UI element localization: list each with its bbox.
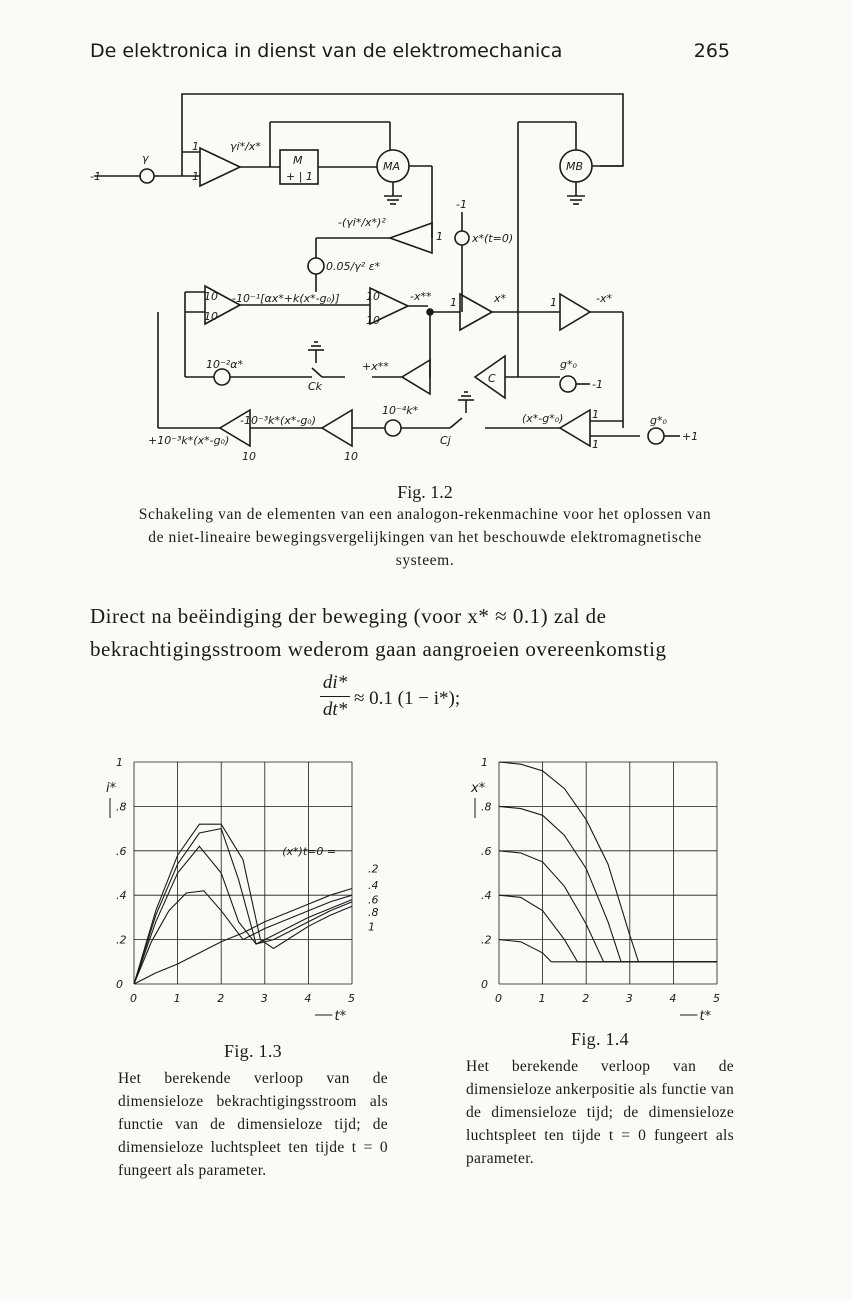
label-gain-10e: 10 xyxy=(242,450,256,463)
body-paragraph: Direct na beëindiging der beweging (voor x* ≈ 0.1) zal de bekrachtigingsstroom wederom gaan aangroeien overeenkomstig xyxy=(90,604,667,661)
series-label: .2 xyxy=(368,862,379,876)
y-axis-label: i* xyxy=(106,781,117,796)
label-gain-1e: 1 xyxy=(550,296,557,309)
label-plus-one: +1 xyxy=(682,430,699,443)
label-neg-gamma-i-sq: -(γi*/x*)² xyxy=(338,216,386,229)
y-tick-label: 0 xyxy=(481,978,488,991)
label-k-term-a: +10⁻³k*(x*-g₀) xyxy=(148,434,230,447)
label-servo-ma: MA xyxy=(383,160,401,173)
label-switch-ck: Ck xyxy=(308,380,323,393)
analog-computer-circuit-diagram xyxy=(90,88,770,478)
figure-label: Fig. 1.2 xyxy=(397,482,453,502)
x-tick-label: 1 xyxy=(173,992,181,1005)
series-label: 1 xyxy=(368,920,375,934)
label-gain-1g: 1 xyxy=(592,438,599,451)
label-gain-10d: 10 xyxy=(366,314,380,327)
label-gain-1d: 1 xyxy=(450,296,457,309)
figure-1-3-caption xyxy=(118,1040,388,1182)
y-tick-label: .4 xyxy=(481,889,492,903)
series-label: .8 xyxy=(368,905,379,919)
label-gain-10f: 10 xyxy=(344,450,358,463)
equation-fraction xyxy=(320,672,350,721)
y-tick-label: .6 xyxy=(481,844,492,858)
series-label: .6 xyxy=(368,893,379,907)
x-axis-label: t* xyxy=(699,1009,712,1022)
label-x-t0: x*(t=0) xyxy=(472,232,514,245)
label-g0-right: g*₀ xyxy=(650,414,667,427)
series-line-0 xyxy=(134,889,352,985)
series-label: .4 xyxy=(368,879,379,893)
caption-text: Het berekende verloop van de dimensieloze bekrachtigingsstroom als functie van de dimensieloze tijd; de dimensieloze luchtspleet ten tijde t = 0 fungeert als parameter. xyxy=(118,1070,388,1179)
x-tick-label: 2 xyxy=(217,992,225,1005)
y-tick-label: 1 xyxy=(481,756,488,769)
series-line-3 xyxy=(499,806,717,961)
label-plus-x-dot: +x** xyxy=(362,360,389,373)
label-gain-10b: 10 xyxy=(204,310,218,323)
label-g0-ref: g*₀ xyxy=(560,358,577,371)
equation-numerator: di* xyxy=(320,672,350,697)
series-line-2 xyxy=(499,851,717,962)
y-tick-label: .6 xyxy=(116,844,127,858)
y-tick-label: .8 xyxy=(116,800,127,814)
label-servo-mb: MB xyxy=(566,160,584,173)
label-coef-005: 0.05/γ² ε* xyxy=(326,260,381,273)
label-gain-10a: 10 xyxy=(204,290,218,303)
label-gamma-i-over-x: γi*/x* xyxy=(230,140,261,153)
series-line-1 xyxy=(134,891,352,984)
series-line-4 xyxy=(499,762,717,962)
label-x-minus-g0: (x*-g*₀) xyxy=(522,412,564,425)
x-tick-label: 3 xyxy=(625,992,633,1005)
x-tick-label: 0 xyxy=(495,992,502,1005)
caption-text: Schakeling van de elementen van een analogon-rekenmachine voor het oplossen van de niet-lineaire bewegingsvergelijkingen van het beschouwde elektromagnetische systeem. xyxy=(138,506,712,569)
equation xyxy=(320,672,540,732)
y-tick-label: .4 xyxy=(116,889,127,903)
y-tick-label: .8 xyxy=(481,800,492,814)
y-axis-label: x* xyxy=(471,781,486,796)
series-line-0 xyxy=(499,940,717,962)
figure-1-3-chart xyxy=(100,752,400,1022)
page-number: 265 xyxy=(693,40,730,62)
equation-denominator: dt* xyxy=(322,699,348,720)
series-line-1 xyxy=(499,895,717,962)
label-multiplier: M xyxy=(293,154,303,167)
x-tick-label: 3 xyxy=(260,992,268,1005)
x-tick-label: 1 xyxy=(538,992,546,1005)
x-tick-label: 5 xyxy=(348,992,355,1005)
x-tick-label: 2 xyxy=(582,992,590,1005)
label-k-coef: 10⁻⁴k* xyxy=(382,404,419,417)
label-minus-one-in: -1 xyxy=(90,170,101,183)
x-tick-label: 4 xyxy=(669,992,677,1005)
label-gain-10c: 10 xyxy=(366,290,380,303)
x-tick-label: 4 xyxy=(304,992,312,1005)
label-gamma: γ xyxy=(142,152,149,165)
caption-text: Het berekende verloop van de dimensieloze ankerpositie als functie van de dimensieloze tijd; de dimensieloze luchtspleet ten tijde t = 0 fungeert als parameter. xyxy=(466,1058,734,1167)
equation-rhs: ≈ 0.1 (1 − i*); xyxy=(354,688,461,709)
label-neg-x-dot: -x** xyxy=(410,290,432,303)
figure-1-2-caption xyxy=(130,482,720,572)
y-tick-label: .2 xyxy=(116,933,127,947)
figure-1-4-chart xyxy=(465,752,735,1022)
x-tick-label: 5 xyxy=(713,992,720,1005)
label-minus-one-top: -1 xyxy=(456,198,467,211)
label-k-term-b: -10⁻³k*(x*-g₀) xyxy=(240,414,317,427)
label-gain-1a: 1 xyxy=(192,140,199,153)
figure-label: Fig. 1.4 xyxy=(571,1029,629,1049)
label-comparator-c: C xyxy=(488,372,496,385)
parameter-label: (x*)t=0 = xyxy=(282,845,337,859)
label-switch-cj: Cj xyxy=(440,434,451,447)
label-minus-one-bottom: -1 xyxy=(592,378,603,391)
y-tick-label: 1 xyxy=(116,756,123,769)
y-tick-label: .2 xyxy=(481,933,492,947)
y-tick-label: 0 xyxy=(116,978,123,991)
figure-label: Fig. 1.3 xyxy=(224,1041,282,1061)
label-gain-1f: 1 xyxy=(592,408,599,421)
x-axis-label: t* xyxy=(334,1009,347,1022)
label-neg-x-star: -x* xyxy=(596,292,612,305)
running-title: De elektronica in dienst van de elektromechanica xyxy=(90,40,563,62)
label-gain-1c: 1 xyxy=(436,230,443,243)
figure-1-4-caption xyxy=(466,1028,734,1170)
label-sum-expr: -10⁻¹[αx*+k(x*-g₀)] xyxy=(232,292,340,305)
label-gain-1b: 1 xyxy=(192,170,199,183)
label-mult-sign: + | 1 xyxy=(286,170,313,183)
x-tick-label: 0 xyxy=(130,992,137,1005)
label-x-dot-out: x* xyxy=(494,292,507,305)
label-alpha-coef: 10⁻²α* xyxy=(206,358,243,371)
